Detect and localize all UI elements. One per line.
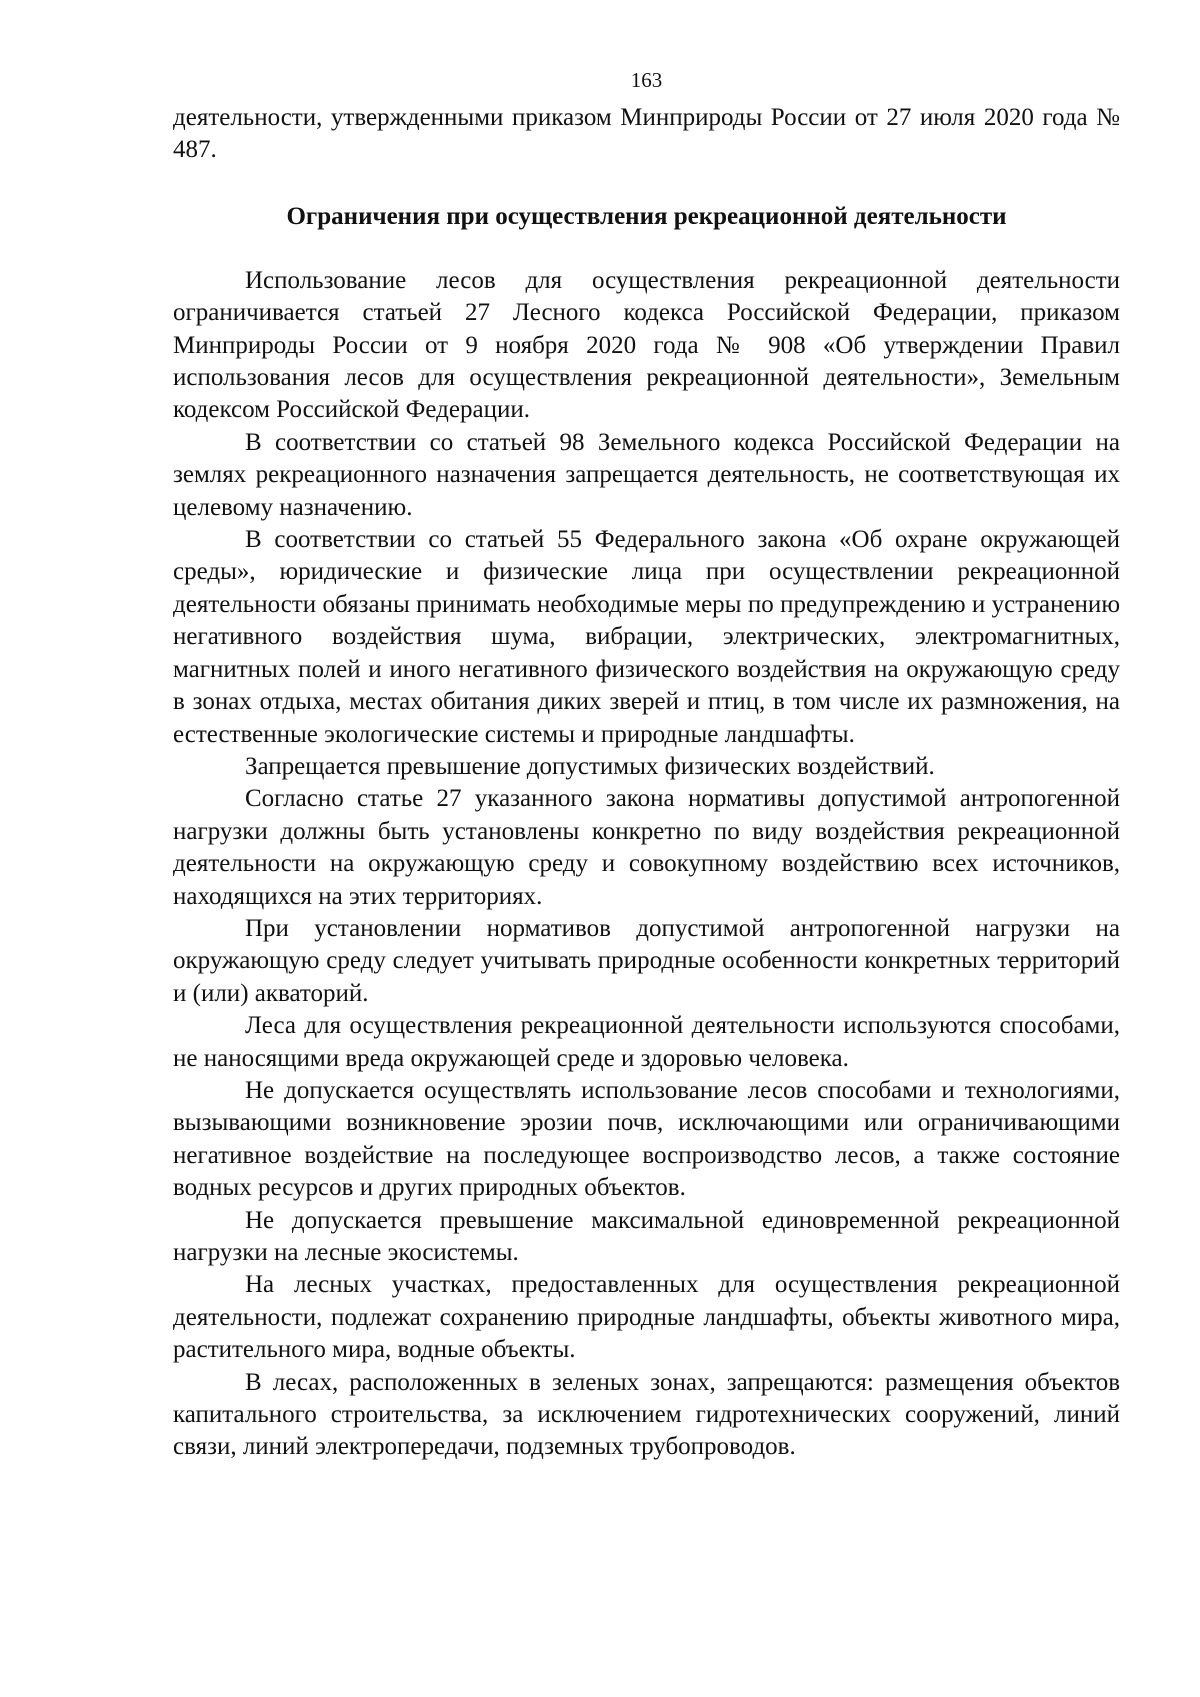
paragraph: При установлении нормативов допустимой антропогенной нагрузки на окружающую среду следует учитывать природные особенности конкретных территорий и (или) акваторий. bbox=[173, 914, 1120, 1007]
page-number: 163 bbox=[630, 68, 663, 92]
continuation-text: деятельности, утвержденными приказом Минприроды России от 27 июля 2020 года № 487. bbox=[173, 104, 1120, 164]
paragraph: В соответствии со статьей 55 Федерального закона «Об охране окружающей среды», юридические и физические лица при осуществлении рекреационной деятельности обязаны принимать необходимые меры по предупреждению и устранению негативного воздействия шума, вибрации, электрических, электромагнитных, магнитных полей и иного негативного физического воздействия на окружающую среду в зонах отдыха, местах обитания диких зверей и птиц, в том числе их размножения, на естественные экологические системы и природные ландшафты. bbox=[173, 526, 1120, 748]
paragraph: На лесных участках, предоставленных для осуществления рекреационной деятельности, подлежат сохранению природные ландшафты, объекты животного мира, растительного мира, водные объекты. bbox=[173, 1271, 1120, 1364]
paragraph: В лесах, расположенных в зеленых зонах, запрещаются: размещения объектов капитального строительства, за исключением гидротехнических сооружений, линий связи, линий электропередачи, подземных трубопроводов. bbox=[173, 1368, 1120, 1461]
paragraph: Запрещается превышение допустимых физических воздействий. bbox=[245, 752, 935, 780]
paragraph: Леса для осуществления рекреационной деятельности используются способами, не наносящими вреда окружающей среде и здоровью человека. bbox=[173, 1012, 1120, 1072]
paragraph: Не допускается превышение максимальной единовременной рекреационной нагрузки на лесные экосистемы. bbox=[173, 1206, 1120, 1266]
section-heading: Ограничения при осуществления рекреационной деятельности bbox=[286, 202, 1007, 230]
document-page bbox=[173, 66, 1120, 1464]
paragraph: Не допускается осуществлять использование лесов способами и технологиями, вызывающими возникновение эрозии почв, исключающими или ограничивающими негативное воздействие на последующее воспроизводство лесов, а также состояние водных ресурсов и других природных объектов. bbox=[173, 1076, 1120, 1202]
paragraph: Использование лесов для осуществления рекреационной деятельности ограничивается статьей 27 Лесного кодекса Российской Федерации, приказом Минприроды России от 9 ноября 2020 года № 908 «Об утверждении Правил использования лесов для осуществления рекреационной деятельности», Земельным кодексом Российской Федерации. bbox=[173, 266, 1120, 424]
paragraph: Согласно статье 27 указанного закона нормативы допустимой антропогенной нагрузки должны быть установлены конкретно по виду воздействия рекреационной деятельности на окружающую среду и совокупному воздействию всех источников, находящихся на этих территориях. bbox=[173, 785, 1120, 910]
body-text bbox=[173, 265, 1120, 1464]
paragraph: В соответствии со статьей 98 Земельного кодекса Российской Федерации на землях рекреационного назначения запрещается деятельность, не соответствующая их целевому назначению. bbox=[173, 428, 1120, 521]
